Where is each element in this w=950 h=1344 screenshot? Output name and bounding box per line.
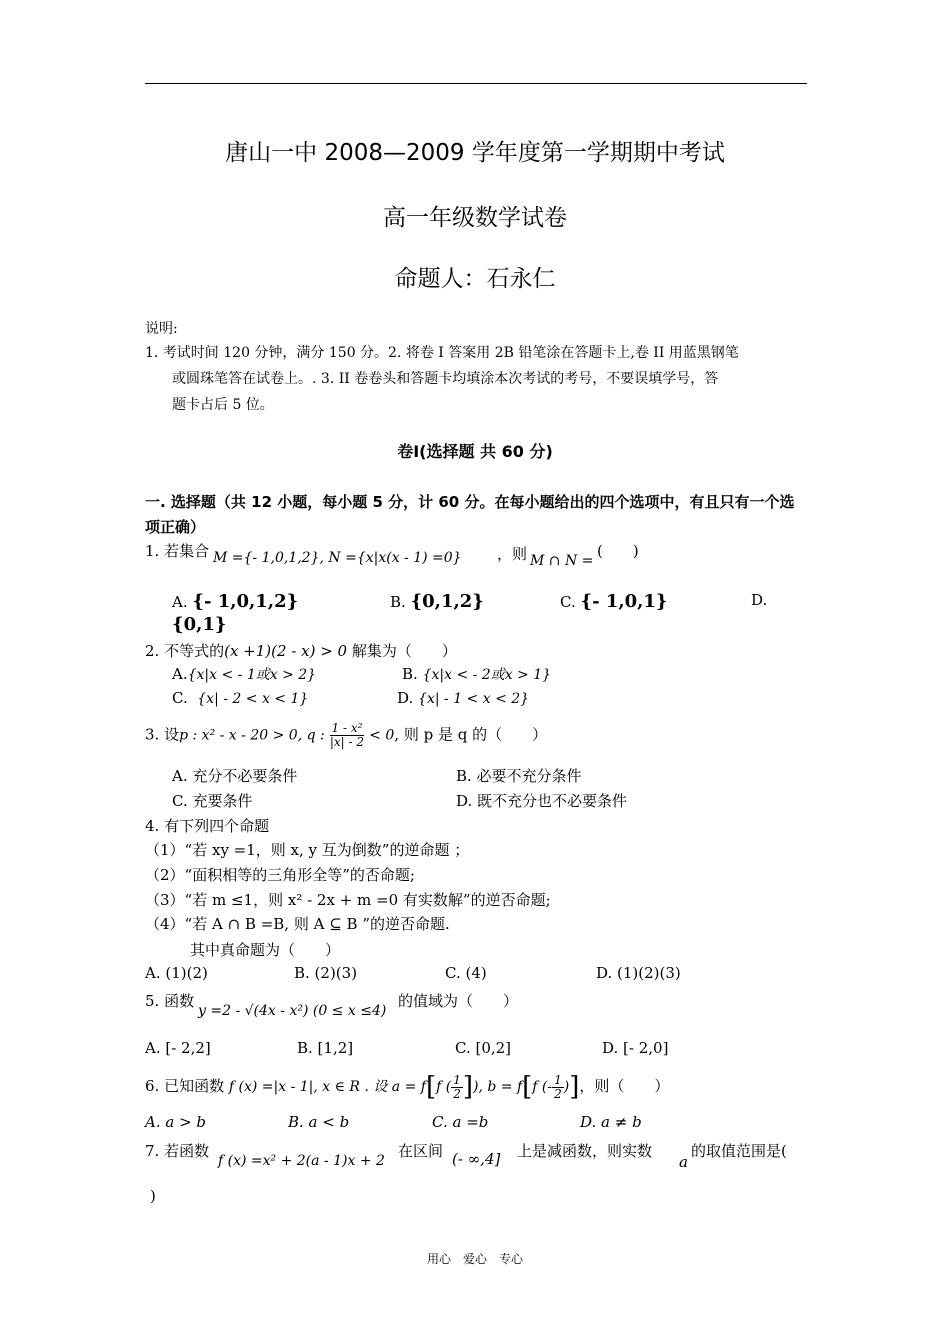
q3-option-d: D. 既不充分也不必要条件	[456, 792, 628, 810]
q6-bracket-close-2: ]	[569, 1072, 580, 1102]
q1-option-a	[172, 591, 298, 612]
header-rule	[145, 83, 807, 84]
q2-c-label: C.	[172, 689, 188, 707]
q6-f2: f (-	[532, 1079, 553, 1095]
q5-stem: 5. 函数	[145, 992, 195, 1010]
q2-option-a	[172, 664, 316, 684]
q6-half-2-den: 2	[554, 1086, 562, 1101]
q6-half-1	[451, 1074, 463, 1101]
q6-line	[145, 1072, 669, 1102]
page-footer: 用心 爱心 专心	[426, 1252, 523, 1266]
exam-subtitle: 高一年级数学试卷	[383, 205, 567, 231]
q2-line	[145, 640, 457, 661]
q2-tail: 解集为（ ）	[351, 642, 457, 660]
q3-option-b: B. 必要不充分条件	[456, 767, 582, 785]
q3-frac-num: 1 - x²	[331, 721, 363, 735]
q3-frac-den: |x| - 2	[329, 735, 365, 749]
q4-option-a: A. (1)(2)	[145, 964, 208, 982]
q1-option-b	[390, 591, 484, 612]
notes-line-3: 题卡占后 5 位。	[172, 397, 274, 413]
q7-tail2: 的取值范围是(	[691, 1142, 787, 1160]
q7-mid: 在区间	[398, 1142, 444, 1160]
q5-option-b: B. [1,2]	[297, 1039, 354, 1057]
q1-mid: ，则	[497, 545, 528, 563]
q2-d-label: D.	[397, 689, 414, 707]
q7-interval: (- ∞,4]	[452, 1150, 501, 1168]
q3-line	[145, 722, 547, 749]
q3-option-a: A. 充分不必要条件	[172, 767, 298, 785]
q3-option-c: C. 充要条件	[172, 792, 253, 810]
q6-bracket-open-2: [	[522, 1072, 533, 1102]
q2-math: (x +1)(2 - x) > 0	[224, 642, 348, 660]
exam-title: 唐山一中 2008—2009 学年度第一学期期中考试	[225, 140, 725, 166]
q2-option-d	[397, 689, 529, 707]
q1-stem-text: 1. 若集合	[145, 542, 210, 560]
q2-c-value: {x| - 2 < x < 1}	[197, 691, 309, 707]
q7-tail: 上是减函数，则实数	[517, 1142, 653, 1160]
q6-tail: ，则（ ）	[579, 1077, 670, 1095]
q2-a-value: {x|x < - 1或x > 2}	[187, 667, 317, 683]
q5-option-a: A. [- 2,2]	[145, 1039, 211, 1057]
section-intro-2: 项正确）	[145, 518, 206, 536]
q1-option-c	[560, 591, 668, 612]
q3-math: p : x² - x - 20 > 0, q :	[179, 727, 325, 744]
q6-option-a: A. a > b	[145, 1113, 207, 1131]
q5-option-d: D. [- 2,0]	[602, 1039, 669, 1057]
q4-proposition-3: （3）“若 m ≤1，则 x² - 2x + m =0 有实数解”的逆否命题;	[145, 891, 551, 909]
q6-bracket-open-1: [	[425, 1072, 437, 1102]
q3-stem: 3. 设	[145, 725, 180, 744]
q3-math-tail: < 0	[369, 727, 395, 744]
q4-stem: 4. 有下列四个命题	[145, 817, 270, 835]
section-title: 卷Ⅰ(选择题 共 60 分)	[397, 442, 553, 461]
q1-b-label: B.	[390, 593, 406, 611]
q6-close-paren: )	[563, 1079, 570, 1095]
q3-tail: , 则 p 是 q 的（ ）	[394, 725, 548, 744]
q4-option-d: D. (1)(2)(3)	[596, 964, 681, 982]
q5-option-c: C. [0,2]	[455, 1039, 512, 1057]
q4-proposition-1: （1）“若 xy =1，则 x, y 互为倒数”的逆命题 ；	[145, 841, 470, 859]
q7-close: )	[150, 1187, 156, 1205]
notes-line-2: 或圆珠笔答在试卷上。. 3. II 卷卷头和答题卡均填涂本次考试的考号，不要误填学号，答	[172, 371, 719, 387]
q1-math: M ={- 1,0,1,2}, N ={x|x(x - 1) =0}	[213, 550, 462, 566]
q6-mid: ), b = f	[472, 1079, 523, 1095]
q5-math: y =2 - √(4x - x²) (0 ≤ x ≤4)	[198, 1003, 387, 1019]
q2-b-label: B.	[402, 665, 418, 683]
q2-stem: 2. 不等式的	[145, 642, 225, 660]
q4-option-b: B. (2)(3)	[294, 964, 358, 982]
q6-half-2	[552, 1074, 564, 1101]
q6-stem: 6. 已知函数	[145, 1077, 225, 1095]
q1-a-label: A.	[172, 593, 188, 611]
q6-f1: f (	[436, 1079, 452, 1095]
q7-var: a	[679, 1153, 688, 1171]
q2-d-value: {x| - 1 < x < 2}	[418, 691, 530, 707]
q6-math: f (x) =|x - 1|, x ∈ R . 设 a = f	[228, 1079, 426, 1095]
q4-option-c: C. (4)	[445, 964, 487, 982]
q2-a-label: A.	[172, 665, 188, 683]
q4-ask: 其中真命题为（ ）	[190, 941, 341, 959]
q6-bracket-close-1: ]	[462, 1072, 473, 1102]
q1-option-d-value: {0,1}	[172, 614, 227, 635]
q4-proposition-2: （2）“面积相等的三角形全等”的否命题;	[145, 866, 415, 884]
q1-stem	[145, 540, 209, 561]
q4-proposition-4: （4）“若 A ∩ B =B, 则 A ⊆ B ”的逆否命题.	[145, 915, 450, 933]
q3-fraction	[330, 722, 365, 749]
q7-stem: 7. 若函数	[145, 1142, 210, 1160]
q1-c-value: {- 1,0,1}	[580, 591, 668, 612]
q6-option-c: C. a =b	[432, 1113, 489, 1131]
q2-option-b	[402, 664, 551, 684]
q2-b-value: {x|x < - 2或x > 1}	[422, 667, 552, 683]
section-intro-1: 一. 选择题（共 12 小题，每小题 5 分，计 60 分。在每小题给出的四个选项中，有且只有一个选	[145, 493, 795, 511]
q1-c-label: C.	[560, 593, 576, 611]
q1-a-value: {- 1,0,1,2}	[192, 591, 299, 612]
q6-half-2-num: 1	[554, 1072, 562, 1087]
q6-option-d: D. a ≠ b	[580, 1113, 642, 1131]
q7-math: f (x) =x² + 2(a - 1)x + 2	[218, 1153, 385, 1169]
q6-half-1-num: 1	[453, 1072, 461, 1087]
q6-option-b: B. a < b	[288, 1113, 350, 1131]
q1-math2: M ∩ N =	[530, 553, 594, 569]
notes-line-1: 1. 考试时间 120 分钟，满分 150 分。2. 将卷 I 答案用 2B 铅笔涂在答题卡上,卷 II 用蓝黑钢笔	[145, 345, 739, 361]
q5-tail: 的值域为（ ）	[398, 992, 519, 1010]
q1-option-d-label: D.	[751, 591, 768, 609]
exam-author: 命题人：石永仁	[394, 266, 556, 292]
notes-label: 说明:	[145, 321, 178, 337]
q6-half-1-den: 2	[453, 1086, 461, 1101]
q1-b-value: {0,1,2}	[410, 591, 484, 612]
q1-paren: ( )	[597, 542, 639, 560]
q2-option-c	[172, 689, 308, 707]
